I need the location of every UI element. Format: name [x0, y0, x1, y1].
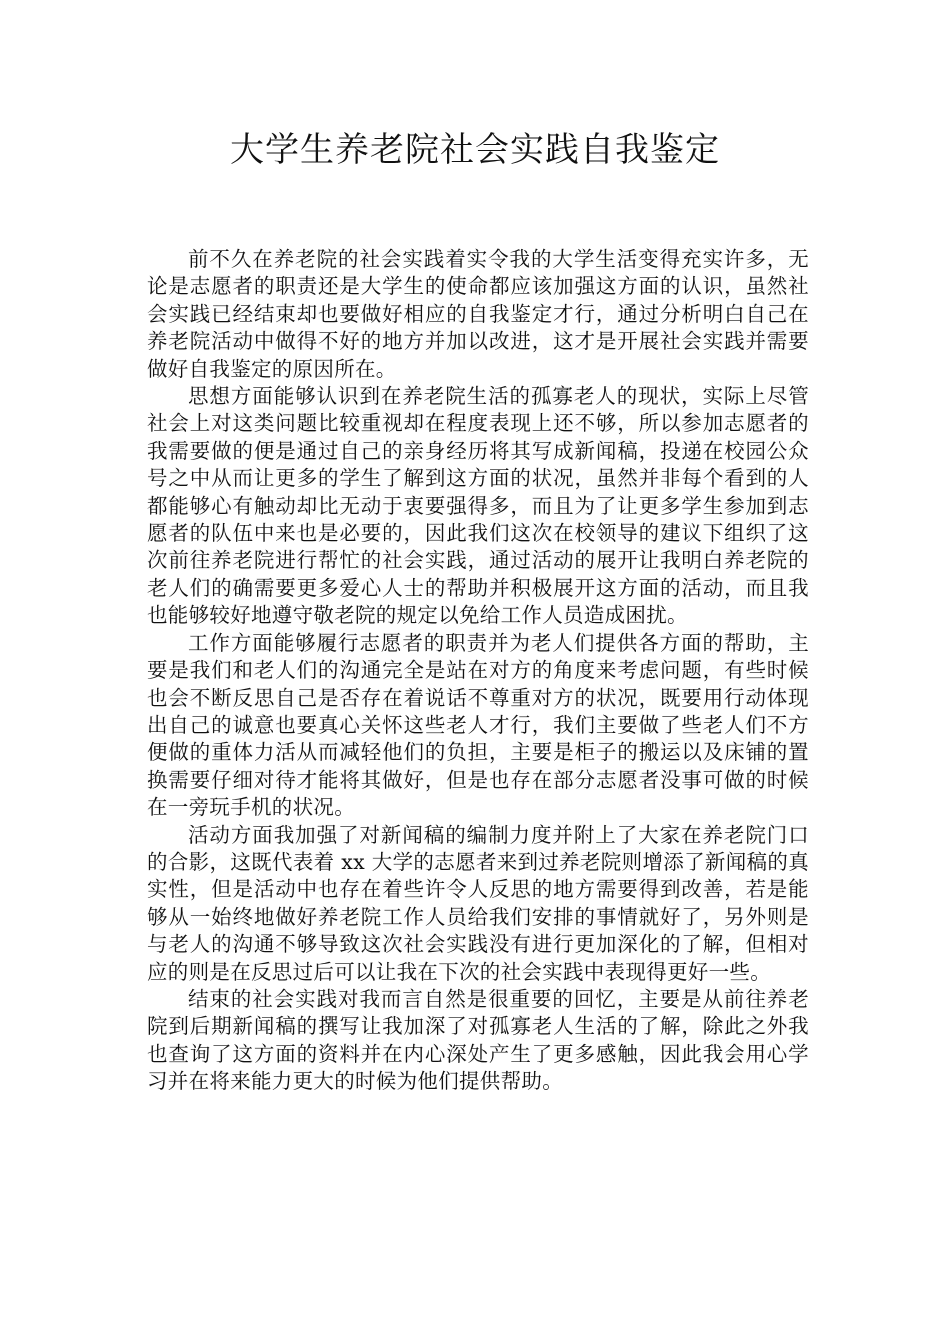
- paragraph-2: 思想方面能够认识到在养老院生活的孤寡老人的现状，实际上尽管社会上对这类问题比较重视却在程度表现上还不够，所以参加志愿者的我需要做的便是通过自己的亲身经历将其写成新闻稿，投递在校园公众号之中从而让更多的学生了解到这方面的状况，虽然并非每个看到的人都能够心有触动却比无动于衷要强得多，而且为了让更多学生参加到志愿者的队伍中来也是必要的，因此我们这次在校领导的建议下组织了这次前往养老院进行帮忙的社会实践，通过活动的展开让我明白养老院的老人们的确需要更多爱心人士的帮助并积极展开这方面的活动，而且我也能够较好地遵守敬老院的规定以免给工作人员造成困扰。: [147, 384, 809, 628]
- paragraph-1: 前不久在养老院的社会实践着实令我的大学生活变得充实许多，无论是志愿者的职责还是大学生的使命都应该加强这方面的认识，虽然社会实践已经结束却也要做好相应的自我鉴定才行，通过分析明白自己在养老院活动中做得不好的地方并加以改进，这才是开展社会实践并需要做好自我鉴定的原因所在。: [147, 247, 809, 381]
- document-body: [147, 246, 809, 1096]
- paragraph-5: 结束的社会实践对我而言自然是很重要的回忆，主要是从前往养老院到后期新闻稿的撰写让我加深了对孤寡老人生活的了解，除此之外我也查询了这方面的资料并在内心深处产生了更多感触，因此我会用心学习并在将来能力更大的时候为他们提供帮助。: [147, 986, 809, 1094]
- paragraph-3: 工作方面能够履行志愿者的职责并为老人们提供各方面的帮助，主要是我们和老人们的沟通完全是站在对方的角度来考虑问题，有些时候也会不断反思自己是否存在着说话不尊重对方的状况，既要用行动体现出自己的诚意也要真心关怀这些老人才行，我们主要做了些老人们不方便做的重体力活从而减轻他们的负担，主要是柜子的搬运以及床铺的置换需要仔细对待才能将其做好，但是也存在部分志愿者没事可做的时候在一旁玩手机的状况。: [147, 630, 809, 820]
- paragraph-4: 活动方面我加强了对新闻稿的编制力度并附上了大家在养老院门口的合影，这既代表着 xx 大学的志愿者来到过养老院则增添了新闻稿的真实性，但是活动中也存在着些许令人反思的地方需要得到改善，若是能够从一始终地做好养老院工作人员给我们安排的事情就好了，另外则是与老人的沟通不够导致这次社会实践没有进行更加深化的了解，但相对应的则是在反思过后可以让我在下次的社会实践中表现得更好一些。: [147, 822, 809, 984]
- document-title: 大学生养老院社会实践自我鉴定: [230, 130, 720, 170]
